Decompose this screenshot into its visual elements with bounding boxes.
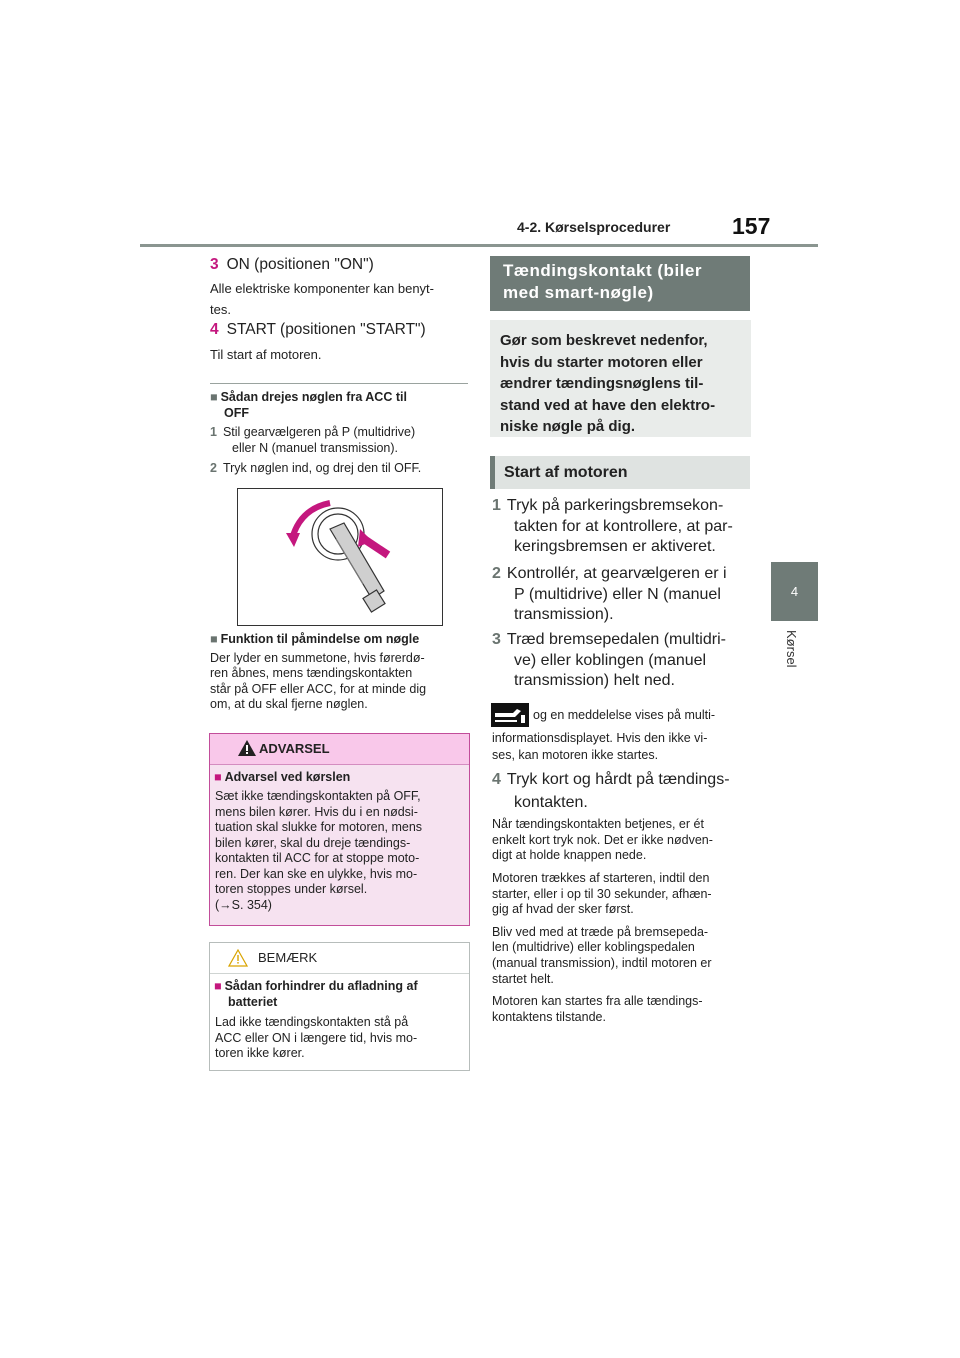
square-bullet-icon: ■ bbox=[214, 979, 222, 993]
step-3-title: ON (positionen "ON") bbox=[226, 256, 374, 273]
text-line: mens bilen kører. Hvis du i en nødsi- bbox=[215, 804, 418, 819]
header-divider bbox=[140, 244, 818, 247]
page-number: 157 bbox=[732, 213, 771, 239]
text-line: Når tændingskontakten betjenes, er ét bbox=[492, 817, 704, 831]
step-3-desc bbox=[210, 281, 434, 319]
step-text: Træd bremsepedalen (multidri- bbox=[506, 631, 726, 648]
step-4-title: START (positionen "START") bbox=[226, 321, 426, 338]
text-line: ren. Der kan ske en ulykke, hvis mo- bbox=[215, 866, 418, 881]
smart-key-section-title bbox=[490, 256, 750, 311]
chapter-tab bbox=[771, 562, 818, 621]
turn-key-heading-text: OFF bbox=[224, 406, 249, 421]
text-line: starter, eller i op til 30 sekunder, afhæn- bbox=[492, 886, 712, 901]
text-line: Lad ikke tændingskontakten stå på bbox=[215, 1015, 409, 1029]
square-bullet-icon: ■ bbox=[210, 390, 218, 404]
warning-heading-text: Advarsel ved kørslen bbox=[224, 770, 351, 784]
step-text: keringsbremsen er aktiveret. bbox=[514, 538, 716, 555]
caution-icon bbox=[228, 949, 248, 967]
section-title-line: Tændingskontakt (biler bbox=[503, 261, 702, 280]
text-line: niske nøgle på dig. bbox=[500, 418, 636, 435]
text-line: står på OFF eller ACC, for at minde dig bbox=[210, 681, 427, 696]
step-text: takten for at kontrollere, at par- bbox=[514, 517, 733, 535]
text-line: kontakten til ACC for at stoppe moto- bbox=[215, 851, 420, 865]
step-number: 1 bbox=[492, 497, 501, 514]
key-reminder-heading bbox=[210, 631, 419, 647]
step-text: Kontrollér, at gearvælgeren er i bbox=[506, 565, 727, 582]
notice-heading bbox=[214, 978, 418, 1011]
foot-brake-indicator-icon bbox=[491, 703, 529, 727]
step-4 bbox=[210, 321, 426, 339]
turn-key-step-text: Tryk nøglen ind, og drej den til OFF. bbox=[222, 461, 422, 475]
ignition-key-figure bbox=[237, 488, 443, 626]
text-line: ren åbnes, mens tændingskontakten bbox=[210, 666, 413, 681]
notice-heading-text: Sådan forhindrer du afladning af bbox=[224, 979, 418, 993]
turn-key-step-1 bbox=[210, 424, 470, 457]
intro-box bbox=[490, 320, 751, 437]
notice-heading-text: batteriet bbox=[228, 995, 278, 1010]
chapter-tab-label: Kørsel bbox=[784, 630, 799, 668]
text-line: (manual transmission), indtil motoren er bbox=[492, 956, 712, 970]
text-line: Der lyder en summetone, hvis førerdø- bbox=[210, 651, 425, 665]
step-3-desc-line: Alle elektriske komponenter kan benyt- bbox=[210, 281, 435, 296]
step-text: P (multidrive) eller N (manuel bbox=[514, 585, 721, 603]
text-line: Sæt ikke tændingskontakten på OFF, bbox=[215, 789, 421, 803]
note-paragraph bbox=[492, 925, 757, 988]
text-line: ændrer tændingsnøglens til- bbox=[500, 375, 704, 392]
indicator-text-2: informationsdisplayet. Hvis den ikke vi- bbox=[492, 731, 708, 745]
step-number: 2 bbox=[492, 565, 501, 582]
warning-text bbox=[215, 789, 467, 913]
start-step-2 bbox=[492, 564, 757, 626]
step-text: transmission) helt ned. bbox=[514, 672, 675, 689]
text-line: bilen kører, skal du dreje tændings- bbox=[215, 835, 411, 850]
step-4-desc: Til start af motoren. bbox=[210, 347, 322, 362]
note-paragraph bbox=[492, 817, 757, 864]
step-text: transmission). bbox=[514, 606, 614, 623]
text-line: tuation skal slukke for motoren, mens bbox=[215, 820, 423, 834]
text-line: digt at holde knappen nede. bbox=[492, 848, 647, 863]
notice-title: BEMÆRK bbox=[258, 950, 318, 965]
turn-key-step-2 bbox=[210, 460, 470, 476]
notice-text bbox=[215, 1015, 467, 1062]
start-engine-heading: Start af motoren bbox=[490, 456, 750, 489]
note-paragraph bbox=[492, 994, 757, 1025]
text-line: stand ved at have den elektro- bbox=[500, 396, 716, 414]
start-step-4 bbox=[492, 768, 757, 814]
warning-title: ADVARSEL bbox=[259, 741, 330, 756]
turn-key-heading bbox=[210, 389, 407, 422]
section-divider bbox=[210, 383, 468, 384]
text-line: toren stoppes under kørsel. bbox=[215, 882, 368, 896]
step-text: Tryk på parkeringsbremsekon- bbox=[506, 497, 724, 514]
key-reminder-text bbox=[210, 651, 472, 713]
step-text: kontakten. bbox=[514, 794, 588, 811]
text-line: om, at du skal fjerne nøglen. bbox=[210, 697, 368, 712]
text-line: gig af hvad der sker først. bbox=[492, 902, 634, 917]
step-3-desc-line: tes. bbox=[210, 301, 231, 317]
square-bullet-icon: ■ bbox=[210, 632, 218, 646]
step-3 bbox=[210, 256, 374, 274]
turn-key-step-text: eller N (manuel transmission). bbox=[232, 441, 399, 456]
key-reminder-heading-text: Funktion til påmindelse om nøgle bbox=[220, 632, 420, 646]
step-text: Tryk kort og hårdt på tændings- bbox=[506, 771, 730, 788]
text-line: toren ikke kører. bbox=[215, 1046, 305, 1060]
text-line: Bliv ved med at træde på bremsepeda- bbox=[492, 924, 709, 939]
indicator-text-1: og en meddelelse vises på multi- bbox=[533, 708, 716, 722]
warning-header bbox=[210, 734, 469, 765]
warning-heading bbox=[214, 769, 350, 785]
text-line: Gør som beskrevet nedenfor, bbox=[500, 332, 708, 349]
step-number: 3 bbox=[492, 631, 501, 648]
start-step-1 bbox=[492, 496, 757, 558]
indicator-text-3: ses, kan motoren ikke startes. bbox=[492, 748, 659, 762]
turn-key-step-number: 2 bbox=[210, 461, 217, 475]
section-title-line: med smart-nøgle) bbox=[503, 283, 654, 302]
text-line: len (multidrive) eller koblingspedalen bbox=[492, 940, 695, 955]
text-line: hvis du starter motoren eller bbox=[500, 353, 703, 371]
notice-header bbox=[210, 943, 469, 974]
warning-icon bbox=[237, 739, 257, 757]
step-number: 4 bbox=[492, 771, 501, 788]
ignition-key-illustration bbox=[238, 489, 442, 625]
section-title: 4-2. Kørselsprocedurer bbox=[517, 219, 671, 235]
notice-box bbox=[209, 942, 470, 1071]
start-step-3 bbox=[492, 630, 757, 692]
warning-box bbox=[209, 733, 470, 926]
text-line: Motoren trækkes af starteren, indtil den bbox=[492, 870, 710, 885]
text-line: enkelt kort tryk nok. Det er ikke nødven- bbox=[492, 832, 713, 847]
text-line: kontaktens tilstande. bbox=[492, 1009, 606, 1024]
step-4-number: 4 bbox=[210, 321, 219, 338]
square-bullet-icon: ■ bbox=[214, 770, 222, 784]
text-line: ACC eller ON i længere tid, hvis mo- bbox=[215, 1030, 418, 1045]
page-reference[interactable]: (→S. 354) bbox=[215, 897, 272, 912]
text-line: startet helt. bbox=[492, 971, 554, 986]
text-line: Motoren kan startes fra alle tændings- bbox=[492, 994, 703, 1009]
turn-key-step-number: 1 bbox=[210, 425, 217, 439]
start-notes bbox=[492, 817, 757, 1026]
turn-key-heading-text: Sådan drejes nøglen fra ACC til bbox=[220, 390, 407, 404]
step-text: ve) eller koblingen (manuel bbox=[514, 651, 707, 669]
turn-key-step-text: Stil gearvælgeren på P (multidrive) bbox=[222, 425, 416, 439]
note-paragraph bbox=[492, 871, 757, 918]
chapter-tab-number: 4 bbox=[790, 584, 799, 599]
step-3-number: 3 bbox=[210, 256, 219, 273]
